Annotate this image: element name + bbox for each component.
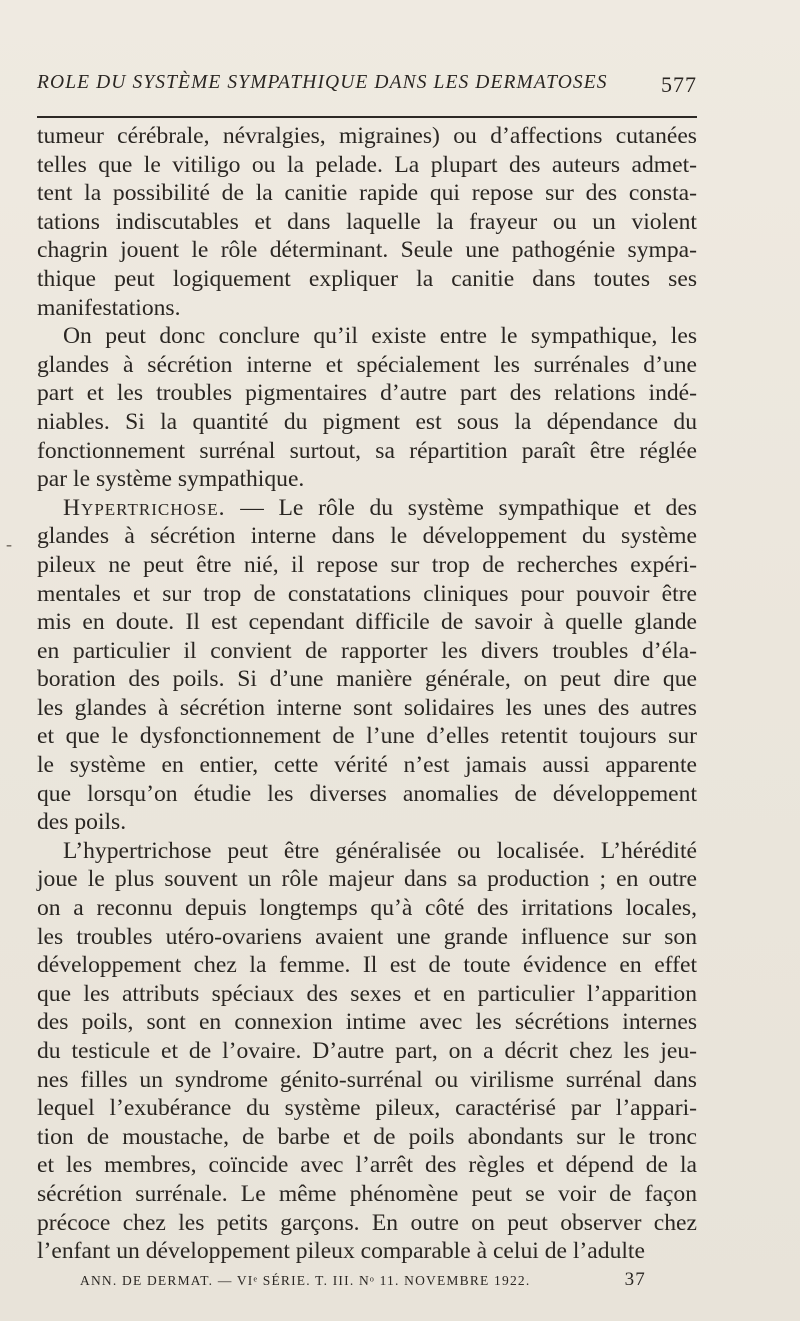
page-footer	[80, 1271, 680, 1295]
text-line: nes filles un syndrome génito-surrénal ou virilisme surrénal dans	[37, 1066, 697, 1093]
page-number: 577	[661, 72, 697, 97]
text-line: pileux ne peut être nié, il repose sur trop de recherches expéri-	[37, 551, 697, 578]
text-line: que les attributs spéciaux des sexes et en particulier l’apparition	[37, 980, 697, 1007]
text-line: chagrin jouent le rôle déterminant. Seule une pathogénie sympa-	[37, 237, 697, 264]
text-line: manifestations.	[37, 294, 181, 321]
header-rule	[37, 116, 697, 118]
text-line: glandes à sécrétion interne dans le développement du système	[37, 523, 697, 550]
text-line: les troubles utéro-ovariens avaient une grande influence sur son	[37, 923, 697, 950]
paragraph	[37, 494, 697, 837]
text-line: thique peut logiquement expliquer la canitie dans toutes ses	[37, 265, 697, 292]
text-line: tations indiscutables et dans laquelle la frayeur ou un violent	[37, 208, 697, 235]
text-line: précoce chez les petits garçons. En outre on peut observer chez	[37, 1209, 697, 1236]
text-line: Hypertrichose. — Le rôle du système sympathique et des	[63, 494, 697, 521]
paragraph	[37, 837, 697, 1266]
text-line: joue le plus souvent un rôle majeur dans sa production ; en outre	[37, 866, 697, 893]
text-line: L’hypertrichose peut être généralisée ou localisée. L’hérédité	[63, 837, 697, 864]
running-title: ROLE DU SYSTÈME SYMPATHIQUE DANS LES DERMATOSES	[37, 72, 608, 93]
signature-mark: 37	[624, 1269, 646, 1290]
text-line: fonctionnement surrénal surtout, sa répartition paraît être réglée	[37, 437, 697, 464]
running-head	[37, 72, 697, 106]
text-line: telles que le vitiligo ou la pelade. La plupart des auteurs admet-	[37, 151, 697, 178]
text-line: développement chez la femme. Il est de toute évidence en effet	[37, 952, 697, 979]
text-line: On peut donc conclure qu’il existe entre le sympathique, les	[63, 323, 697, 350]
text-line: tion de moustache, de barbe et de poils abondants sur le tronc	[37, 1123, 697, 1150]
text-line: lequel l’exubérance du système pileux, caractérisé par l’appari-	[37, 1095, 697, 1122]
body-text	[37, 122, 697, 1266]
text-line: par le système sympathique.	[37, 466, 305, 493]
text-line: des poils.	[37, 809, 127, 836]
text-line: l’enfant un développement pileux comparable à celui de l’adulte	[37, 1238, 645, 1265]
text-line: niables. Si la quantité du pigment est sous la dépendance du	[37, 408, 697, 435]
text-line: en particulier il convient de rapporter les divers troubles d’éla-	[37, 637, 697, 664]
text-line: et les membres, coïncide avec l’arrêt des règles et dépend de la	[37, 1152, 697, 1179]
text-line: part et les troubles pigmentaires d’autre part des relations indé-	[37, 380, 697, 407]
text-line: du testicule et de l’ovaire. D’autre part, on a décrit chez les jeu-	[37, 1038, 697, 1064]
text-line: tumeur cérébrale, névralgies, migraines) ou d’affections cutanées	[37, 123, 697, 149]
text-line: mis en doute. Il est cependant difficile de savoir à quelle glande	[37, 609, 697, 636]
text-line: les glandes à sécrétion interne sont solidaires les unes des autres	[37, 694, 697, 721]
footer-citation: ANN. DE DERMAT. — VIᵉ SÉRIE. T. III. Nᵒ 11. NOVEMBRE 1922.	[80, 1273, 531, 1288]
text-line: le système en entier, cette vérité n’est jamais aussi apparente	[37, 752, 697, 779]
paragraph	[37, 322, 697, 494]
text-line: mentales et sur trop de constatations cliniques pour pouvoir être	[37, 580, 697, 607]
text-line: et que le dysfonctionnement de l’une d’elles retentit toujours sur	[37, 723, 697, 750]
text-line: que lorsqu’on étudie les diverses anomalies de développement	[37, 780, 697, 807]
text-line: on a reconnu depuis longtemps qu’à côté des irritations locales,	[37, 895, 697, 922]
text-line: des poils, sont en connexion intime avec les sécrétions internes	[37, 1009, 697, 1036]
section-heading: Hypertrichose.	[63, 494, 226, 521]
text-line: tent la possibilité de la canitie rapide qui repose sur des consta-	[37, 180, 697, 207]
text-line: sécrétion surrénale. Le même phénomène peut se voir de façon	[37, 1180, 697, 1207]
text-line: glandes à sécrétion interne et spécialement les surrénales d’une	[37, 351, 697, 378]
margin-mark: -	[6, 534, 12, 554]
paragraph	[37, 122, 697, 322]
text-line: boration des poils. Si d’une manière générale, on peut dire que	[37, 666, 697, 693]
